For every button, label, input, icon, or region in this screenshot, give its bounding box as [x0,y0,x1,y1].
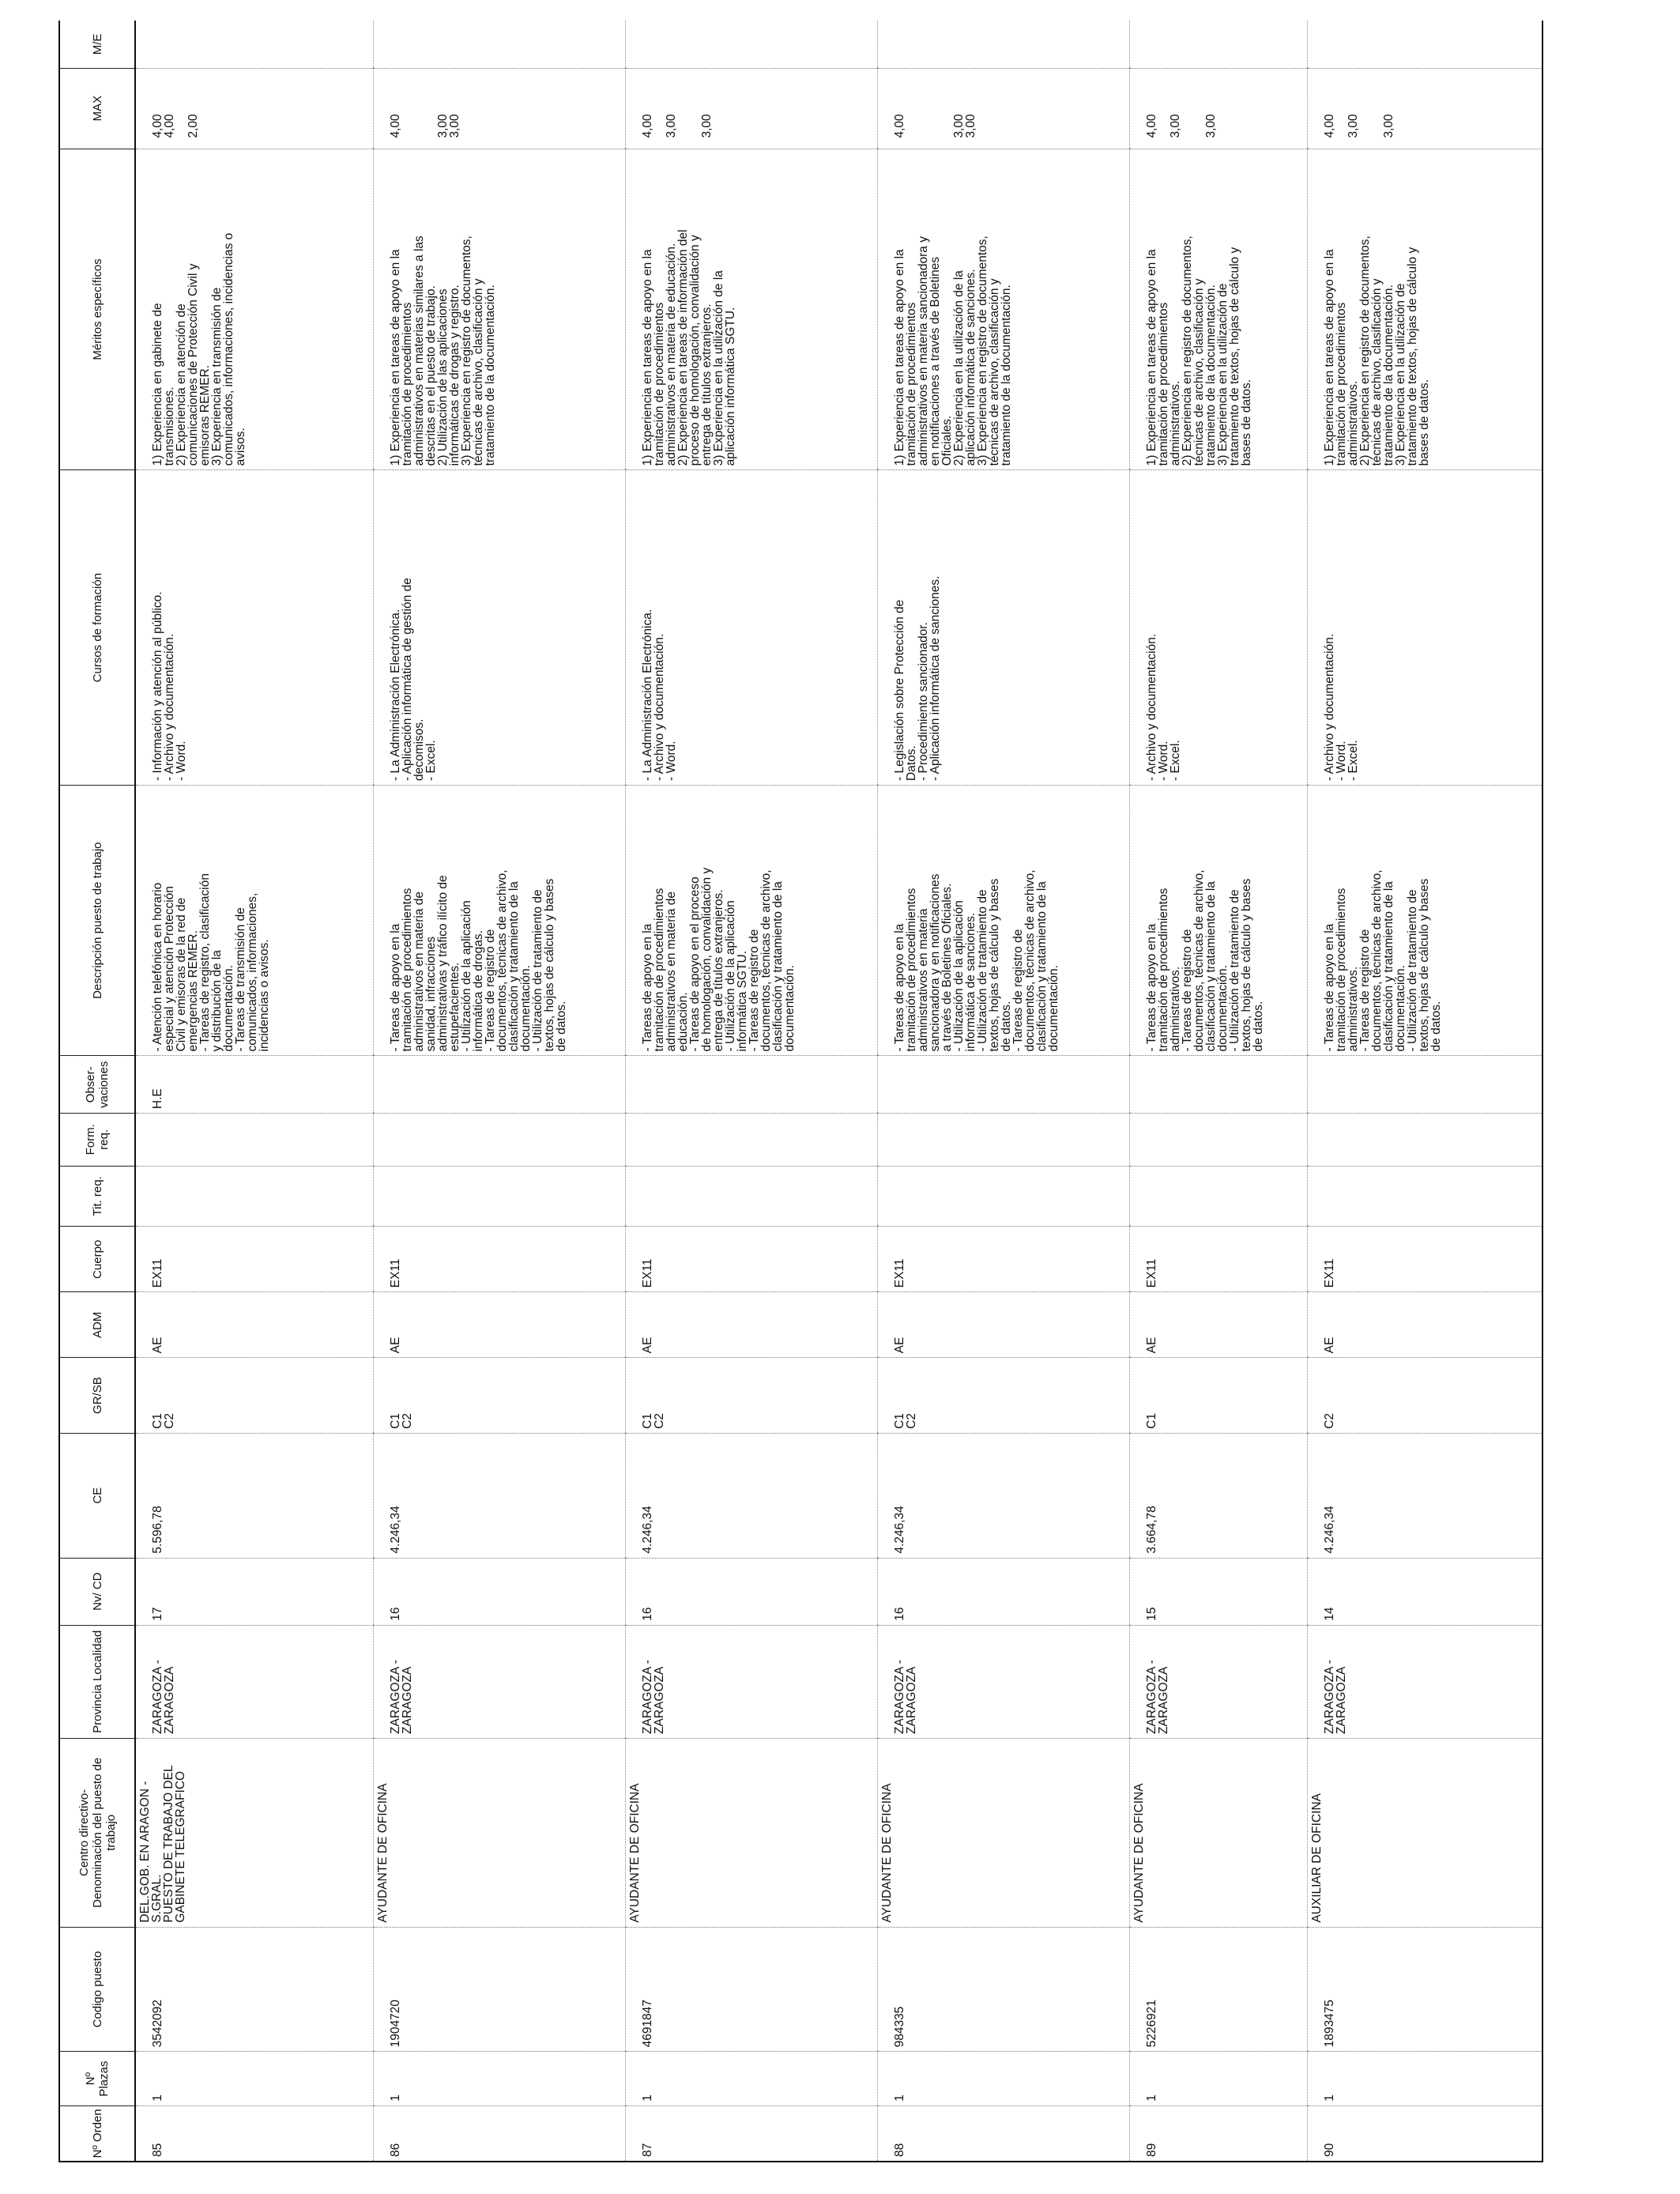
descripcion-cell: - Tareas de apoyo en la tramitación de procedimientos administrativos. - Tareas de registro de documentos, técnicas de archivo, clasificación y tratamiento de la documentación. - Utilización de tratamiento de textos, hojas de cálculo y bases de datos. [1308,785,1543,1056]
max-score [1181,72,1193,145]
ce-cell: 4.246,34 [626,1433,878,1558]
cuerpo-cell: EX11 [1308,1227,1543,1292]
max-score: 3,00 [436,114,450,138]
me-cell [1130,21,1308,68]
max-score [175,72,187,145]
table-row [374,21,626,2162]
formacion-cell [626,1114,878,1166]
titulacion-cell [1130,1166,1308,1227]
provincia-cell: ZARAGOZA - ZARAGOZA [374,1625,626,1738]
nivel-cell: 16 [878,1558,1130,1625]
max-score [425,72,437,145]
table-row [135,21,374,2162]
titulacion-cell [878,1166,1130,1227]
adm-cell: AE [374,1292,626,1358]
nivel-cell: 16 [626,1558,878,1625]
centro-cell: DEL.GOB. EN ARAGON - S.GRAL. PUESTO DE TRABAJO DEL GABINETE TELEGRAFICO [135,1738,374,1927]
header-me: M/E [59,21,135,68]
codigo-cell: 1904720 [374,1927,626,2052]
meritos-cell: 1) Experiencia en tareas de apoyo en la tramitación de procedimientos administrativos. 2) Experiencia en registro de documentos, técnicas de archivo, clasificación y tratamiento de la documentación. 3) Experiencia en la utilización de tratamiento de textos, hojas de cálculo y bases de datos. [1130,149,1308,470]
max-score: 4,00 [1323,114,1336,138]
codigo-cell: 5226921 [1130,1927,1308,2052]
meritos-cell: 1) Experiencia en tareas de apoyo en la tramitación de procedimientos administrativos en materia de educación. 2) Experiencia en tareas de información del proceso de homologación, convalidación y entrega de títulos extranjeros. 3) Experiencia en la utilización de la aplicación informática SGTU. [626,149,878,470]
adm-cell: AE [1130,1292,1308,1358]
centro-cell: AYUDANTE DE OFICINA [374,1738,626,1927]
observaciones-cell [1130,1056,1308,1114]
table-header-row [59,21,135,2162]
cursos-cell: - Archivo y documentación. - Word. - Excel. [1130,470,1308,786]
nivel-cell: 14 [1308,1558,1543,1625]
header-ce: CE [59,1433,135,1558]
max-score [1158,72,1170,145]
adm-cell: AE [1308,1292,1543,1358]
header-observaciones: Obser- vaciones [59,1056,135,1114]
codigo-cell: 4691847 [626,1927,878,2052]
header-plazas: Nº Plazas [59,2052,135,2106]
cursos-cell: - Legislación sobre Protección de Datos. - Procedimiento sancionador. - Aplicación informática de sanciones. [878,470,1130,786]
grupo-cell: C1 C2 [878,1358,1130,1433]
observaciones-cell [878,1056,1130,1114]
grupo-cell: C1 [1130,1358,1308,1433]
header-cursos: Cursos de formación [59,470,135,786]
cuerpo-cell: EX11 [374,1227,626,1292]
centro-cell: AYUDANTE DE OFICINA [878,1738,1130,1927]
header-cuerpo: Cuerpo [59,1227,135,1292]
centro-cell: AYUDANTE DE OFICINA [626,1738,878,1927]
provincia-cell: ZARAGOZA - ZARAGOZA [1130,1625,1308,1738]
max-cell [1130,68,1308,149]
header-codigo: Codigo puesto [59,1927,135,2052]
header-formacion: Form. req. [59,1114,135,1166]
max-score: 3,00 [700,114,714,138]
ce-cell: 4.246,34 [878,1433,1130,1558]
plazas-cell: 1 [1308,2052,1543,2106]
table-row [1308,21,1543,2162]
titulacion-cell [135,1166,374,1227]
max-cell [878,68,1130,149]
descripcion-cell: - Tareas de apoyo en la tramitación de procedimientos administrativos en materia sancionadora y en notificaciones a través de Boletines Oficiales. - Utilización de la aplicación informática de sanciones. - Utilización de tratamiento de textos, hojas de cálculo y bases de datos. - Tareas de registro de documentos, técnicas de archivo, clasificación y tratamiento de la documentación. [878,785,1130,1056]
descripcion-cell: - Tareas de apoyo en la tramitación de procedimientos administrativos en materia de sanidad, infracciones administrativas y tráfico ilícito de estupefacientes. - Utilización de la aplicación informática de drogas. - Tareas de registro de documentos, técnicas de archivo, clasificación y tratamiento de la documentación. - Utilización de tratamiento de textos, hojas de cálculo y bases de datos. [374,785,626,1056]
job-positions-table [58,21,1543,2162]
formacion-cell [1130,1114,1308,1166]
formacion-cell [1308,1114,1543,1166]
me-cell [374,21,626,68]
provincia-cell: ZARAGOZA - ZARAGOZA [878,1625,1130,1738]
max-score: 2,00 [186,114,200,138]
me-cell [878,21,1130,68]
max-score: 3,00 [448,114,461,138]
max-score: 4,00 [1145,114,1158,138]
titulacion-cell [626,1166,878,1227]
header-grupo: GR/SB [59,1358,135,1433]
max-score [401,72,413,145]
plazas-cell: 1 [626,2052,878,2106]
cursos-cell: - Información y atención al público. - Archivo y documentación. - Word. [135,470,374,786]
header-orden: Nº Orden [59,2105,135,2162]
descripcion-cell: - Tareas de apoyo en la tramitación de procedimientos administrativos. - Tareas de registro de documentos, técnicas de archivo, clasificación y tratamiento de la documentación. - Utilización de tratamiento de textos, hojas de cálculo y bases de datos. [1130,785,1308,1056]
plazas-cell: 1 [135,2052,374,2106]
ce-cell: 4.246,34 [1308,1433,1543,1558]
orden-cell: 89 [1130,2105,1308,2162]
max-score: 3,00 [665,114,678,138]
formacion-cell [878,1114,1130,1166]
nivel-cell: 17 [135,1558,374,1625]
ce-cell: 4.246,34 [374,1433,626,1558]
header-adm: ADM [59,1292,135,1358]
max-score: 4,00 [389,114,402,138]
max-score [906,72,917,145]
orden-cell: 90 [1308,2105,1543,2162]
observaciones-cell [626,1056,878,1114]
max-cell [1308,68,1543,149]
max-score: 3,00 [952,114,966,138]
adm-cell: AE [135,1292,374,1358]
max-score: 3,00 [964,114,977,138]
grupo-cell: C2 [1308,1358,1543,1433]
max-score [1193,72,1205,145]
cursos-cell: - Archivo y documentación. - Word. - Excel. [1308,470,1543,786]
max-score: 3,00 [1382,114,1396,138]
header-meritos: Méritos específicos [59,149,135,470]
max-score [689,72,701,145]
max-score [677,72,689,145]
grupo-cell: C1 C2 [374,1358,626,1433]
max-cell [374,68,626,149]
orden-cell: 88 [878,2105,1130,2162]
max-score: 3,00 [1347,114,1360,138]
adm-cell: AE [878,1292,1130,1358]
max-score [654,72,665,145]
me-cell [626,21,878,68]
header-titulacion: Tit. req. [59,1166,135,1227]
provincia-cell: ZARAGOZA - ZARAGOZA [1308,1625,1543,1738]
observaciones-cell: H.E [135,1056,374,1114]
me-cell [135,21,374,68]
descripcion-cell: - Atención telefónica en horario especial y atención Protección Civil y emisoras de la red de emergencias REMER. - Tareas de registro, clasificación y distribución de la documentación. - Tareas de transmisión de comunicados, informaciones, incidencias o avisos. [135,785,374,1056]
meritos-cell: 1) Experiencia en tareas de apoyo en la tramitación de procedimientos administrativos en materia sancionadora y en notificaciones a través de Boletines Oficiales. 2) Experiencia en la utilización de la aplicación informática de sanciones. 3) Experiencia en registro de documentos, técnicas de archivo, clasificación y tratamiento de la documentación. [878,149,1130,470]
max-score: 4,00 [641,114,654,138]
codigo-cell: 3542092 [135,1927,374,2052]
meritos-cell: 1) Experiencia en tareas de apoyo en la tramitación de procedimientos administrativos. 2) Experiencia en registro de documentos, técnicas de archivo, clasificación y tratamiento de la documentación. 3) Experiencia en la utilización de tratamiento de textos, hojas de cálculo y bases de datos. [1308,149,1543,470]
max-score [413,72,425,145]
meritos-cell: 1) Experiencia en tareas de apoyo en la tramitación de procedimientos administrativos en materias similares a las descritas en el puesto de trabajo. 2) Utilización de las aplicaciones informáticas de drogas y registro. 3) Experiencia en registro de documentos, técnicas de archivo, clasificación y tratamiento de la documentación. [374,149,626,470]
adm-cell: AE [626,1292,878,1358]
centro-cell: AUXILIAR DE OFICINA [1308,1738,1543,1927]
header-centro: Centro directivo- Denominación del puesto de trabajo [59,1738,135,1927]
centro-cell: AYUDANTE DE OFICINA [1130,1738,1308,1927]
formacion-cell [135,1114,374,1166]
header-nivel: Nv/ CD [59,1558,135,1625]
plazas-cell: 1 [1130,2052,1308,2106]
max-score [941,72,953,145]
nivel-cell: 15 [1130,1558,1308,1625]
table-row [1130,21,1308,2162]
descripcion-cell: - Tareas de apoyo en la tramitación de procedimientos administrativos en materia de educación. - Tareas de apoyo en el proceso de homologación, convalidación y entrega de títulos extranjeros. - Utilización de la aplicación informática SGTU. - Tareas de registro de documentos, técnicas de archivo, clasificación y tratamiento de la documentación. [626,785,878,1056]
orden-cell: 87 [626,2105,878,2162]
max-score [1359,72,1371,145]
table-row [878,21,1130,2162]
header-descripcion: Descripción puesto de trabajo [59,785,135,1056]
max-cell [135,68,374,149]
cuerpo-cell: EX11 [878,1227,1130,1292]
cuerpo-cell: EX11 [626,1227,878,1292]
observaciones-cell [1308,1056,1543,1114]
max-score: 4,00 [893,114,906,138]
orden-cell: 85 [135,2105,374,2162]
max-score: 3,00 [1169,114,1182,138]
table-body [135,21,1543,2162]
titulacion-cell [1308,1166,1543,1227]
cursos-cell: - La Administración Electrónica. - Archivo y documentación. - Word. [626,470,878,786]
provincia-cell: ZARAGOZA - ZARAGOZA [135,1625,374,1738]
header-max: MAX [59,68,135,149]
grupo-cell: C1 C2 [135,1358,374,1433]
me-cell [1308,21,1543,68]
max-score: 3,00 [1204,114,1218,138]
max-score: 4,00 [163,114,176,138]
max-cell [626,68,878,149]
codigo-cell: 984335 [878,1927,1130,2052]
observaciones-cell [374,1056,626,1114]
max-score [929,72,941,145]
job-positions-table-frame [58,21,1640,2162]
max-score [917,72,929,145]
cuerpo-cell: EX11 [1130,1227,1308,1292]
ce-cell: 5.596,78 [135,1433,374,1558]
plazas-cell: 1 [878,2052,1130,2106]
ce-cell: 3.664,78 [1130,1433,1308,1558]
max-score: 4,00 [151,114,164,138]
formacion-cell [374,1114,626,1166]
provincia-cell: ZARAGOZA - ZARAGOZA [626,1625,878,1738]
meritos-cell: 1) Experiencia en gabinete de transmisiones. 2) Experiencia en atención de comunicaciones de Protección Civil y emisoras REMER. 3) Experiencia en transmisión de comunicados, informaciones, incidencias o avisos. [135,149,374,470]
max-score [1371,72,1383,145]
plazas-cell: 1 [374,2052,626,2106]
grupo-cell: C1 C2 [626,1358,878,1433]
header-provincia: Provincia Localidad [59,1625,135,1738]
max-score [1335,72,1347,145]
orden-cell: 86 [374,2105,626,2162]
titulacion-cell [374,1166,626,1227]
codigo-cell: 1893475 [1308,1927,1543,2052]
table-row [626,21,878,2162]
cursos-cell: - La Administración Electrónica. - Aplicación informática de gestión de decomisos. - Excel. [374,470,626,786]
cuerpo-cell: EX11 [135,1227,374,1292]
nivel-cell: 16 [374,1558,626,1625]
